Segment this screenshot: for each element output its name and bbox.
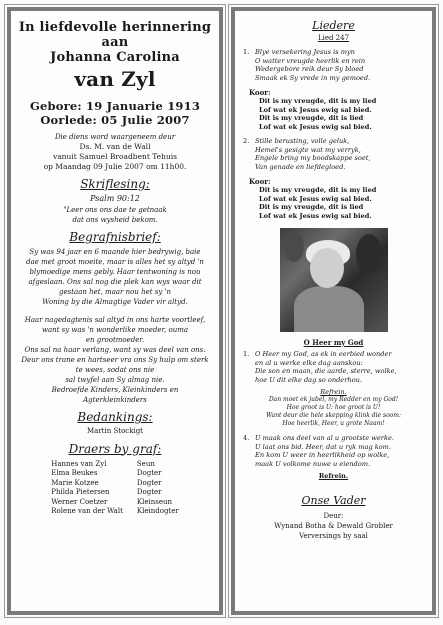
songs-title: Liedere	[312, 19, 355, 32]
obituary-line: dae met groot moeite, maar is alles het sy altyd 'n	[26, 258, 204, 266]
tribute-line: Ons sal na haar verlang, want sy was deel van ons.	[24, 346, 206, 354]
bearers-relations	[137, 460, 179, 517]
photo-foliage	[284, 232, 304, 262]
photo-foliage	[356, 234, 382, 274]
tribute-text	[11, 315, 219, 405]
bearer-name: Werner Coetzer	[51, 497, 108, 506]
bearer-name: Marie Kotzee	[51, 478, 99, 487]
obituary-line: Sy was 94 jaar en 6 maande hier bedrywig, baie	[29, 248, 201, 256]
verse-line: Hemel's gesigte wat my verryk,	[255, 145, 361, 154]
tribute-line: en grootmoeder.	[85, 336, 145, 344]
verse-line: O watter vreugde heerlik en rein	[255, 56, 366, 65]
death-date: Oorlede: 05 Julie 2007	[40, 113, 190, 127]
title-line-2: Johanna Carolina	[50, 50, 180, 65]
verse-line: U laat ons bid. Heer, dat u ryk mag kom.	[255, 442, 392, 451]
obituary-heading: Begrafnisbrief:	[69, 230, 161, 244]
service-info	[11, 132, 219, 172]
refrain-label: Refrein.	[320, 388, 347, 396]
bearer-relation: Dogter	[136, 469, 162, 477]
verse-line: Engele bring my boodskappe soet,	[255, 154, 371, 162]
scripture-heading: Skriflesing:	[80, 177, 150, 191]
refrain-line: Dan moet ek jubel, my Redder en my God!	[268, 396, 399, 403]
service-line-2: Ds. M. van de Wall	[79, 142, 151, 151]
thanks-name: Martin Stockigt	[87, 427, 143, 435]
tribute-line: te wees, sodat ons nie	[75, 366, 155, 374]
scripture-text-2: dat ons wysheid bekom.	[72, 215, 158, 224]
thanks-heading: Bedankings:	[77, 410, 153, 424]
hymn-verse-1	[235, 350, 432, 384]
chorus-line: Lof wat ek Jesus ewig sal bied.	[259, 194, 372, 203]
bearer-relation: Seun	[136, 459, 155, 468]
chorus-line: Lof wat ek Jesus ewig sal bied.	[259, 122, 372, 131]
bearer-relation: Kleindogter	[136, 507, 179, 515]
verse-line: U maak ons deel van al u grootste werke.	[255, 434, 394, 442]
bearer-name: Hannes van Zyl	[51, 459, 107, 468]
bearers-heading: Draers by graf:	[68, 441, 162, 456]
tribute-line: Bedroefde Kinders, Kleinkinders en	[51, 386, 179, 394]
bearer-relation: Dogter	[136, 488, 162, 496]
verse-number: 2.	[243, 137, 250, 145]
left-panel	[7, 7, 223, 615]
song-ref: Lied 247	[317, 34, 350, 42]
verse-2	[235, 137, 432, 171]
refrain-line: Want deur die hele skepping klink die soom:	[265, 412, 402, 419]
bearer-relation: Kleinseun	[136, 497, 172, 506]
signoff-title: Onse Vader	[301, 494, 366, 507]
verse-line: Stille berusting, volle geluk,	[255, 137, 350, 145]
bearer-name: Philda Pietersen	[51, 488, 110, 496]
verse-line: Die son en maan, die aarde, sterre, wolke,	[255, 367, 397, 375]
tribute-line: sal twyfel aan Sy almag nie.	[65, 376, 165, 384]
bearer-relation: Dogter	[136, 478, 162, 487]
obituary-text	[11, 247, 219, 307]
chorus-2	[235, 186, 432, 220]
signoff-names: Wynand Botha & Dewald Grobler	[274, 522, 393, 530]
portrait-photo	[280, 228, 388, 332]
bearer-name: Elma Beukes	[51, 469, 98, 477]
service-line-3: vanuit Samuel Broadbent Tehuis	[52, 152, 178, 161]
title-surname: van Zyl	[74, 67, 156, 91]
verse-number: 1.	[243, 48, 250, 56]
verse-line: Blye versekering Jesus is myn	[255, 48, 355, 56]
obituary-line: afgeslaan. Ons sal nog die plek kan wys waar dit	[28, 278, 202, 286]
tribute-line: Deur ons trane en hartseer vra ons Sy hulp om sterk	[21, 356, 209, 364]
verse-number: 1.	[243, 350, 250, 358]
chorus-1	[235, 97, 432, 131]
service-line-4: op Maandag 09 Julie 2007 om 11h00.	[43, 162, 187, 171]
refrain-line: Hoe heerlik, Heer, u grote Naam!	[282, 420, 385, 427]
chorus-line: Dit is my vreugde, dit is lied	[259, 203, 364, 211]
photo-caption: O Heer my God	[303, 338, 364, 347]
signoff-from: Deur:	[323, 512, 344, 520]
verse-number: 4.	[243, 434, 250, 442]
verse-line: Smaak ek Sy vrede in my gemoed.	[255, 73, 371, 82]
signoff-extra: Verversings by saal	[299, 532, 368, 540]
verse-line: en al u werke elke dag aanskou:	[255, 358, 363, 367]
photo-figure	[294, 286, 364, 332]
tribute-line: Agterkleinkinders	[83, 396, 147, 404]
hymn-verse-4	[235, 434, 432, 468]
photo-face	[310, 248, 344, 288]
obituary-line: blymoedige mens gebly. Haar tentwoning is nou	[29, 268, 201, 276]
bearers-list	[11, 460, 219, 517]
bearer-name: Rolene van der Walt	[51, 507, 123, 515]
tribute-line: want sy was 'n wonderlike moeder, ouma	[41, 326, 189, 334]
refrain-line: Hoe groot is U: hoe groot is U!	[286, 404, 381, 411]
verse-line: Van genade en liefdegloed.	[255, 162, 346, 171]
chorus-label: Koor:	[249, 88, 271, 97]
verse-line: En kom U weer in heerlikheid op wolke,	[255, 451, 390, 459]
chorus-line: Dit is my vreugde, dit is my lied	[259, 186, 377, 194]
verse-line: Wedergebore reik deur Sy bloed	[255, 65, 364, 73]
chorus-line: Dit is my vreugde, dit is my lied	[259, 97, 377, 105]
obituary-line: Woning by die Almagtige Vader vir altyd.	[42, 298, 188, 306]
scripture-text-1: "Leer ons ons dae te getnaak	[63, 206, 167, 214]
chorus-line: Lof wat ek Jesus ewig sal bied.	[259, 211, 372, 220]
verse-line: O Heer my God, as ek in eerbied wonder	[255, 350, 392, 358]
birth-date: Gebore: 19 Januarie 1913	[29, 99, 201, 113]
obituary-line: gestaan het, maar nou het sy 'n	[59, 288, 171, 296]
bearers-names	[51, 460, 123, 517]
service-line-1: Die diens word waargeneem deur	[54, 133, 176, 141]
signoff-block	[235, 511, 432, 541]
verse-line: hoe U dit elke dag so onderhou.	[255, 375, 362, 384]
chorus-line: Lof wat ek Jesus ewig sal bied.	[259, 105, 372, 114]
right-panel	[231, 7, 436, 615]
chorus-label-2: Koor:	[249, 177, 271, 186]
title-line-1: In liefdevolle herinnering aan	[18, 20, 212, 50]
refrain-label-2: Refrein.	[318, 472, 349, 480]
verse-line: maak U volkome nuwe u eiendom.	[255, 459, 371, 468]
tribute-line: Haar nagedagtenis sal altyd in ons harte voortleef,	[24, 316, 206, 324]
chorus-line: Dit is my vreugde, dit is lied	[259, 114, 364, 122]
scripture-ref: Psalm 90:12	[90, 194, 140, 203]
refrain-text	[235, 396, 432, 428]
verse-1	[235, 48, 432, 82]
